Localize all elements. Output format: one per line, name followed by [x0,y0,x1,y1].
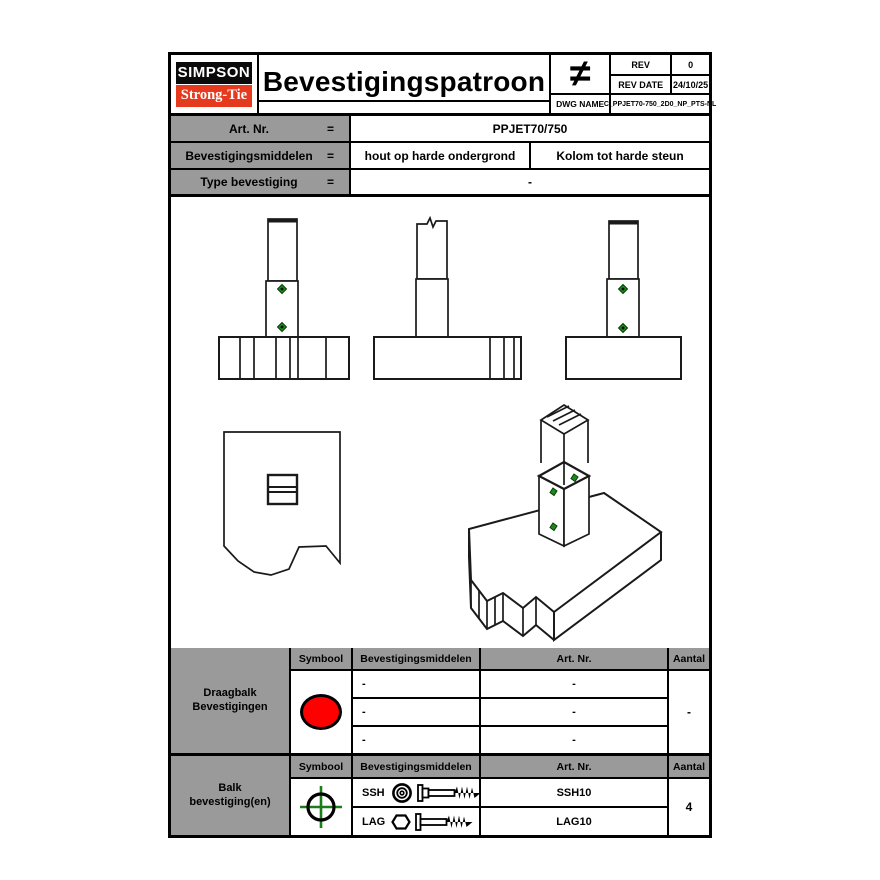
isometric-view [469,405,661,640]
logo-simpson: SIMPSON [176,62,252,84]
lag-label: LAG [362,815,386,828]
art-nr-label: Art. Nr. [228,121,269,136]
bevestigingsmiddelen-label: Bevestigingsmiddelen [185,148,313,163]
rev-date-value: 24/10/25 [670,74,709,93]
header-aantal: Aantal [667,756,709,777]
elevation-view-right [566,221,681,379]
middelen-cell: - [351,697,479,725]
rev-label: REV [609,55,670,74]
header-bevestigingsmiddelen: Bevestigingsmiddelen [351,648,479,669]
bevestigingsmiddelen-label-cell [171,143,351,168]
bevestigingsmiddelen-value-2: Kolom tot harde steun [529,143,709,168]
draagbalk-table [171,648,709,756]
rev-date-label: REV DATE [609,74,670,93]
type-bevestiging-label: Type bevestiging [200,175,298,189]
middelen-cell: - [351,669,479,697]
group-label-line2: Bevestigingen [192,700,268,713]
art-nr-row [171,116,709,143]
title-block [171,53,717,116]
header-symbool: Symbool [289,756,351,777]
sheet-title [259,55,551,113]
aantal-cell: 4 [667,777,709,835]
header-bevestigingsmiddelen: Bevestigingsmiddelen [351,756,479,777]
art-nr-cell: - [479,725,667,753]
hex-nut-icon [391,812,411,832]
lag-fastener-cell [351,806,479,835]
red-circle-symbol [289,669,351,753]
draagbalk-group-label [171,648,289,753]
art-nr-value: PPJET70/750 [492,121,568,136]
logo-strongtie: Strong-Tie [176,85,252,107]
green-crosshair-icon [297,783,345,831]
middelen-cell: - [351,725,479,753]
drawing-area [171,197,709,648]
equals-sign: = [327,175,335,189]
group-label-line2: bevestiging(en) [189,795,271,808]
header-art-nr: Art. Nr. [479,756,667,777]
equals-sign: = [327,148,335,163]
rev-value: 0 [670,55,709,74]
header-aantal: Aantal [667,648,709,669]
crosshair-symbol [289,777,351,835]
technical-drawing [171,197,709,643]
revision-block [551,53,717,113]
simpson-strongtie-logo [171,55,259,113]
elevation-view-middle [374,218,521,379]
dwg-name-value: C_PPJET70-750_2D0_NP_PTS-NL [609,93,709,113]
art-nr-cell: LAG10 [479,806,667,835]
elevation-view-left [219,219,349,379]
drawing-sheet [168,52,717,838]
art-nr-cell: - [479,697,667,725]
art-nr-cell: - [479,669,667,697]
lag-screw-icon [417,782,479,804]
header-art-nr: Art. Nr. [479,648,667,669]
bevestigingsmiddelen-row [171,143,709,170]
not-to-scale-icon: ≠ [569,53,591,95]
plan-view [224,432,340,575]
lag-screw-icon [415,811,479,833]
art-nr-cell: SSH10 [479,777,667,806]
balk-group-label [171,756,289,835]
header-symbool: Symbool [289,648,351,669]
group-label-line1: Balk [218,781,242,794]
dwg-name-label: DWG NAME [551,93,609,113]
article-info-table [171,116,709,197]
bevestigingsmiddelen-value-1: hout op harde ondergrond [364,148,516,163]
balk-table [171,756,709,835]
type-bevestiging-label-cell [171,170,351,194]
group-label-line1: Draagbalk [203,686,257,699]
equals-sign: = [327,121,335,136]
washer-icon [391,782,413,804]
ssh-label: SSH [362,786,385,799]
aantal-cell: - [667,669,709,753]
type-bevestiging-row [171,170,709,197]
art-nr-label-cell [171,116,351,141]
sheet-title-text: Bevestigingspatroon [259,66,549,102]
ssh-fastener-cell [351,777,479,806]
type-bevestiging-value: - [528,175,532,189]
